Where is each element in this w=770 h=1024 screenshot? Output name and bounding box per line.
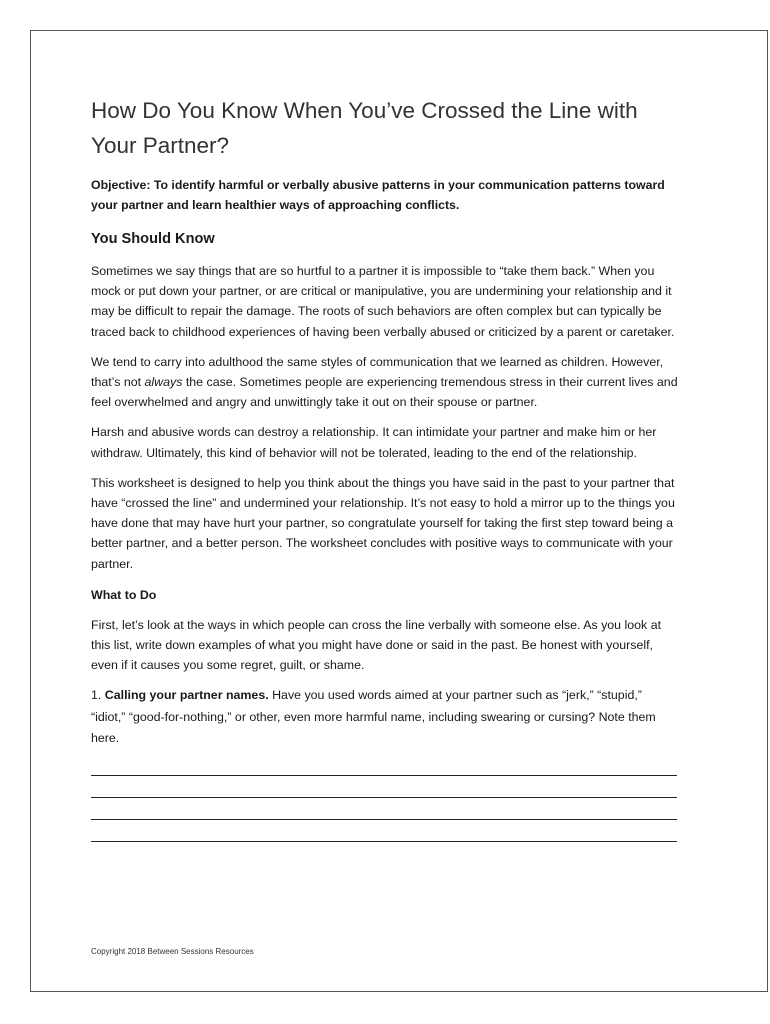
answer-line[interactable] — [91, 776, 677, 798]
paragraph-2-emphasis: always — [144, 375, 183, 390]
document-page — [30, 30, 768, 992]
answer-line[interactable] — [91, 820, 677, 842]
section-heading-you-should-know: You Should Know — [91, 231, 215, 247]
answer-line[interactable] — [91, 798, 677, 820]
list-item-1-number: 1. — [91, 688, 105, 703]
paragraph-1: Sometimes we say things that are so hurtful to a partner it is impossible to “take them back.” When you mock or put down your partner, or are critical or manipulative, you are undermining your relationship and it may be difficult to repair the damage. The roots of such behaviors are often complex but can typically be traced back to childhood experiences of having been verbally abused or criticized by a parent or caretaker. — [91, 264, 675, 339]
paragraph-3: Harsh and abusive words can destroy a relationship. It can intimidate your partner and make him or her withdraw. Ultimately, this kind of behavior will not be tolerated, leading to the end of the relationship. — [91, 425, 657, 460]
paragraph-5: First, let’s look at the ways in which people can cross the line verbally with someone else. As you look at this list, write down examples of what you might have done or said in the past. Be honest with yourself, even if it causes you some regret, guilt, or shame. — [91, 617, 662, 673]
copyright-footer: Copyright 2018 Between Sessions Resources — [91, 947, 254, 956]
objective-text: Objective: To identify harmful or verbally abusive patterns in your communication patterns toward your partner and learn healthier ways of approaching conflicts. — [91, 178, 665, 212]
list-item-1-text: Have you used words aimed at your partner such as “jerk,” “stupid,” “idiot,” “good-for-nothing,” or other, even more harmful name, including swearing or cursing? Note them here. — [91, 688, 656, 746]
list-item-1-title: Calling your partner names. — [104, 688, 269, 703]
paragraph-2-part-2: the case. Sometimes people are experiencing tremendous stress in their current lives and feel overwhelmed and angry and unwittingly take it out on their spouse or partner. — [91, 375, 678, 410]
section-heading-what-to-do: What to Do — [91, 587, 157, 602]
paragraph-2-part-1: We tend to carry into adulthood the same styles of communication that we learned as children. However, that’s not — [91, 354, 664, 390]
page-title: How Do You Know When You’ve Crossed the Line with Your Partner? — [91, 98, 638, 158]
paragraph-4: This worksheet is designed to help you think about the things you have said in the past to your partner that have “crossed the line” and undermined your relationship. It’s not easy to hold a mirror up to the things you have done that may have hurt your partner, so congratulate yourself for taking the first step toward being a better partner, and a better person. The worksheet concludes with positive ways to communicate with your partner. — [91, 475, 675, 571]
document-content — [91, 93, 679, 842]
answer-line[interactable] — [91, 754, 677, 776]
paragraph-2 — [91, 352, 679, 413]
answer-lines — [91, 754, 679, 842]
list-item-1 — [91, 685, 679, 750]
